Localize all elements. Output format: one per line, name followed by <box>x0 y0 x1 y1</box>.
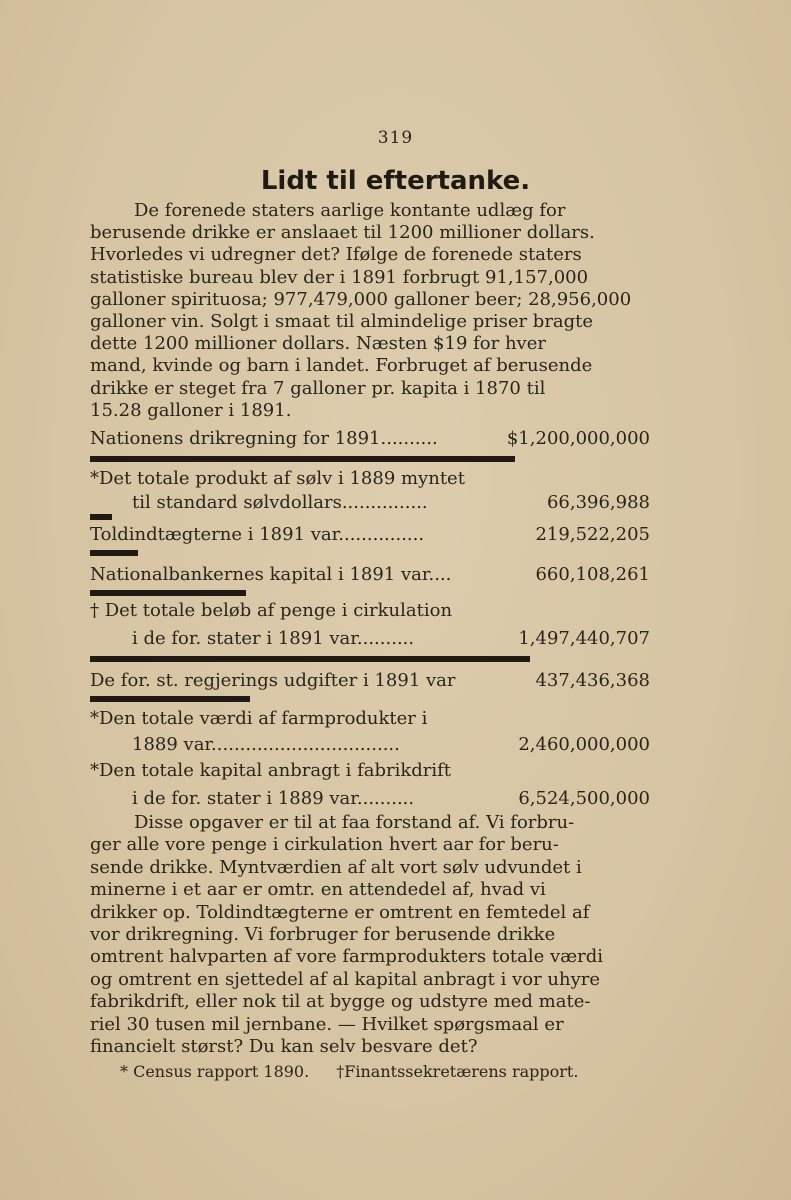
footnotes <box>120 1062 640 1081</box>
bar-silver <box>90 514 112 520</box>
money-label-2: i de for. stater i 1891 var.......... <box>132 628 415 649</box>
silver-label-2: til standard sølvdollars............... <box>132 492 428 513</box>
nation-amount: $1,200,000,000 <box>506 428 650 449</box>
banks-amount: 660,108,261 <box>535 564 650 585</box>
factory-label-1: *Den totale kapital anbragt i fabrikdrift <box>90 760 452 781</box>
intro-line: dette 1200 millioner dollars. Næsten $19 for hver <box>90 333 546 355</box>
body-line: minerne i et aar er omtr. en attendedel af, hvad vi <box>90 879 546 901</box>
bar-nation <box>90 456 515 462</box>
silver-label-1: *Det totale produkt af sølv i 1889 myntet <box>90 468 465 489</box>
page-number: 319 <box>377 128 414 148</box>
gov-amount: 437,436,368 <box>535 670 650 691</box>
footnote-finance: †Finantssekretærens rapport. <box>336 1062 579 1081</box>
page-title: Lidt til eftertanke. <box>260 166 531 196</box>
bar-customs <box>90 550 138 556</box>
customs-amount: 219,522,205 <box>535 524 650 545</box>
factory-label-2: i de for. stater i 1889 var.......... <box>132 788 415 809</box>
body-line: riel 30 tusen mil jernbane. — Hvilket spørgsmaal er <box>90 1013 564 1035</box>
intro-paragraph <box>90 200 650 422</box>
intro-line: 15.28 galloner i 1891. <box>90 399 292 421</box>
body-line: fabrikdrift, eller nok til at bygge og udstyre med mate- <box>90 991 591 1013</box>
footnote-census: * Census rapport 1890. <box>120 1062 310 1081</box>
body-line: Disse opgaver er til at faa forstand af. Vi forbru- <box>134 812 575 833</box>
money-amount: 1,497,440,707 <box>518 628 650 649</box>
farm-label-1: *Den totale værdi af farmprodukter i <box>90 708 428 729</box>
intro-line: galloner spirituosa; 977,479,000 galloner beer; 28,956,000 <box>90 288 632 310</box>
intro-line: De forenede staters aarlige kontante udlæg for <box>134 200 566 221</box>
factory-amount: 6,524,500,000 <box>518 788 650 809</box>
intro-line: berusende drikke er anslaaet til 1200 millioner dollars. <box>90 222 595 244</box>
body-line: drikker op. Toldindtægterne er omtrent en femtedel af <box>90 901 590 923</box>
body-line: financielt størst? Du kan selv besvare det? <box>90 1036 478 1058</box>
bar-gov <box>90 696 250 702</box>
body-line: omtrent halvparten af vore farmprodukters totale værdi <box>90 946 603 968</box>
banks-label: Nationalbankernes kapital i 1891 var.... <box>90 564 452 585</box>
body-line: og omtrent en sjettedel af al kapital anbragt i vor uhyre <box>90 968 601 990</box>
intro-line: galloner vin. Solgt i smaat til almindelige priser bragte <box>90 311 594 333</box>
farm-amount: 2,460,000,000 <box>518 734 650 755</box>
intro-line: statistiske bureau blev der i 1891 forbrugt 91,157,000 <box>90 266 589 288</box>
body-line: vor drikregning. Vi forbruger for berusende drikke <box>90 924 556 946</box>
farm-label-2: 1889 var................................. <box>132 734 400 755</box>
body-line: sende drikke. Myntværdien af alt vort sølv udvundet i <box>90 856 582 878</box>
body-line: ger alle vore penge i cirkulation hvert aar for beru- <box>90 834 559 856</box>
intro-line: drikke er steget fra 7 galloner pr. kapita i 1870 til <box>90 377 546 399</box>
customs-label: Toldindtægterne i 1891 var............... <box>90 524 425 545</box>
intro-line: mand, kvinde og barn i landet. Forbruget af berusende <box>90 355 593 377</box>
bar-money <box>90 656 530 662</box>
bar-banks <box>90 590 246 596</box>
gov-label: De for. st. regjerings udgifter i 1891 var <box>90 670 456 691</box>
money-label-1: † Det totale beløb af penge i cirkulation <box>90 600 453 621</box>
nation-label: Nationens drikregning for 1891.......... <box>90 428 438 449</box>
silver-amount: 66,396,988 <box>546 492 650 513</box>
body-paragraph <box>90 812 650 1058</box>
intro-line: Hvorledes vi udregner det? Ifølge de forenede staters <box>90 244 582 266</box>
